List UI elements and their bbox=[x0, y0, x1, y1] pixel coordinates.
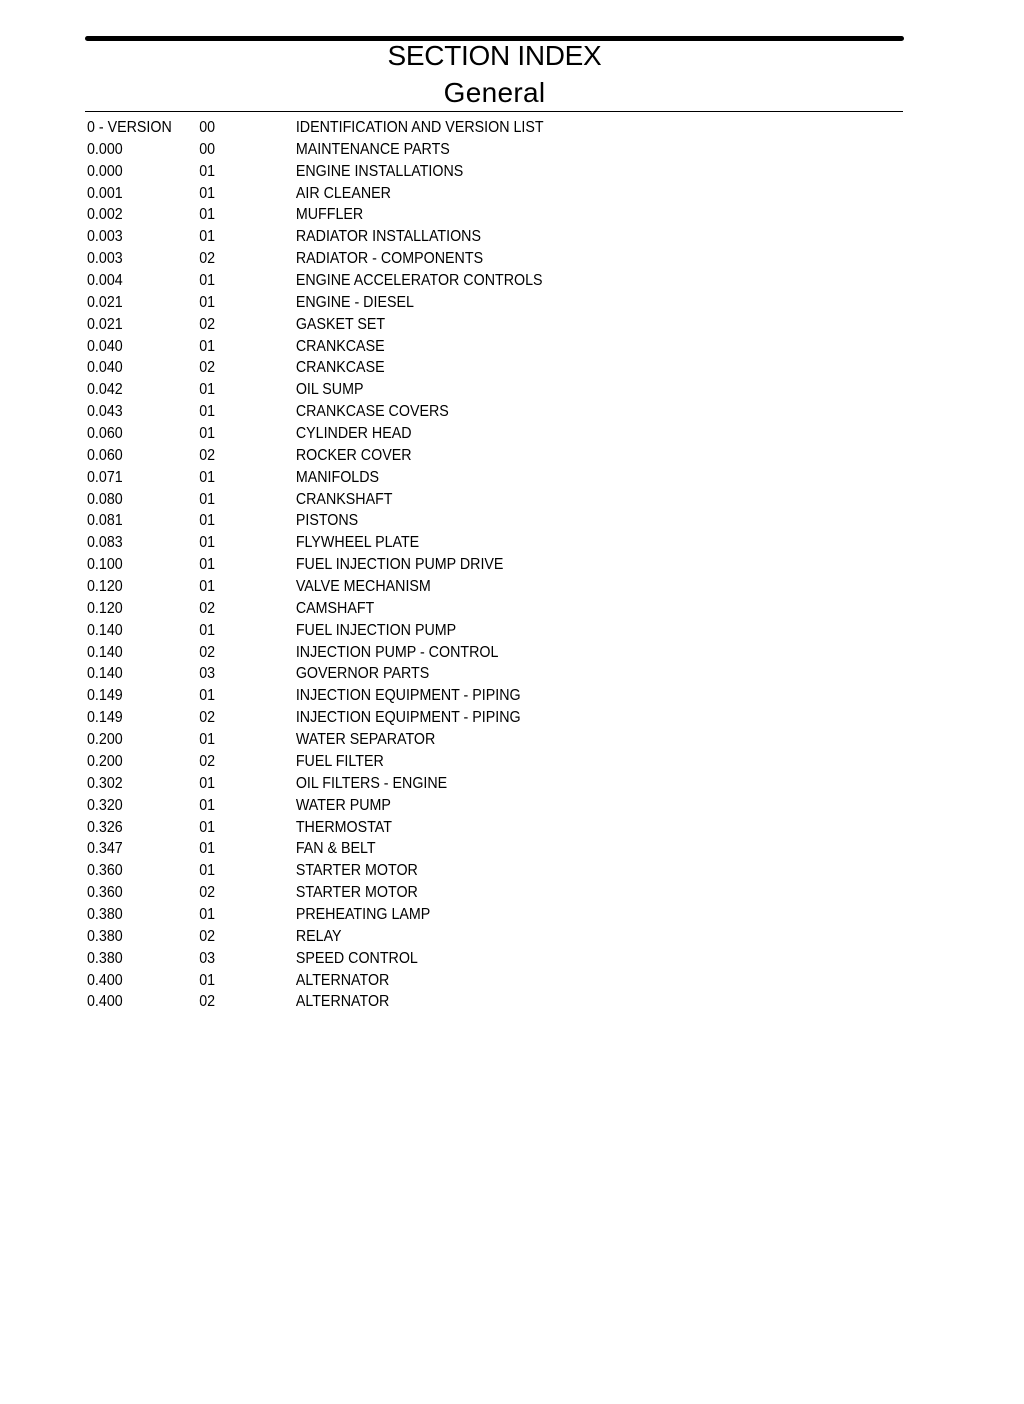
section-title: CRANKCASE COVERS bbox=[295, 403, 449, 421]
section-number: 0.040 bbox=[87, 359, 123, 377]
index-row bbox=[87, 532, 838, 554]
index-row bbox=[87, 510, 838, 532]
section-number: 0.302 bbox=[87, 774, 123, 792]
index-row bbox=[87, 576, 838, 598]
sub-number: 02 bbox=[199, 709, 216, 727]
sub-number: 02 bbox=[199, 599, 216, 617]
index-row bbox=[87, 685, 838, 707]
section-title: OIL SUMP bbox=[295, 381, 364, 399]
index-row bbox=[87, 292, 838, 314]
section-title: ALTERNATOR bbox=[295, 993, 390, 1011]
sub-number: 01 bbox=[199, 818, 216, 836]
section-number: 0.140 bbox=[87, 665, 123, 683]
section-title: RELAY bbox=[295, 927, 342, 945]
section-title: RADIATOR INSTALLATIONS bbox=[295, 228, 482, 246]
sub-number: 01 bbox=[199, 796, 216, 814]
section-number: 0.003 bbox=[87, 228, 123, 246]
section-title: FUEL INJECTION PUMP bbox=[295, 621, 457, 639]
section-number: 0.021 bbox=[87, 293, 123, 311]
section-title: ENGINE - DIESEL bbox=[295, 293, 414, 311]
index-row bbox=[87, 773, 838, 795]
index-row bbox=[87, 489, 838, 511]
section-number: 0.080 bbox=[87, 490, 123, 508]
sub-number: 01 bbox=[199, 840, 216, 858]
index-row bbox=[87, 379, 838, 401]
sub-number: 01 bbox=[199, 578, 216, 596]
sub-number: 01 bbox=[199, 621, 216, 639]
section-number: 0.060 bbox=[87, 425, 123, 443]
sub-number: 01 bbox=[199, 512, 216, 530]
sub-number: 02 bbox=[199, 993, 216, 1011]
sub-number: 02 bbox=[199, 884, 216, 902]
section-number: 0.347 bbox=[87, 840, 123, 858]
index-row bbox=[87, 357, 838, 379]
index-row bbox=[87, 204, 838, 226]
section-number: 0.360 bbox=[87, 884, 123, 902]
section-title: CAMSHAFT bbox=[295, 599, 375, 617]
section-title: ENGINE ACCELERATOR CONTROLS bbox=[295, 272, 543, 290]
index-row bbox=[87, 817, 838, 839]
section-title: SPEED CONTROL bbox=[295, 949, 418, 967]
section-number: 0.200 bbox=[87, 731, 123, 749]
section-title: CRANKSHAFT bbox=[295, 490, 393, 508]
section-number: 0.021 bbox=[87, 315, 123, 333]
section-title: IDENTIFICATION AND VERSION LIST bbox=[295, 119, 544, 136]
index-row bbox=[87, 904, 838, 926]
index-row bbox=[87, 554, 838, 576]
index-row bbox=[87, 860, 838, 882]
index-row bbox=[87, 926, 838, 948]
section-title: STARTER MOTOR bbox=[295, 862, 418, 880]
section-number: 0.042 bbox=[87, 381, 123, 399]
section-number: 0.004 bbox=[87, 272, 123, 290]
section-title: MUFFLER bbox=[295, 206, 364, 224]
index-row bbox=[87, 336, 838, 358]
section-title: CRANKCASE bbox=[295, 337, 385, 355]
section-number: 0.380 bbox=[87, 949, 123, 967]
index-row bbox=[87, 620, 838, 642]
section-number: 0.000 bbox=[87, 140, 123, 158]
sub-number: 01 bbox=[199, 687, 216, 705]
section-number: 0.040 bbox=[87, 337, 123, 355]
page-subtitle: General bbox=[443, 77, 546, 108]
sub-number: 02 bbox=[199, 752, 216, 770]
section-number: 0.140 bbox=[87, 643, 123, 661]
section-title: GOVERNOR PARTS bbox=[295, 665, 430, 683]
section-title: ALTERNATOR bbox=[295, 971, 390, 989]
header-divider bbox=[85, 111, 903, 112]
section-title: WATER PUMP bbox=[295, 796, 391, 814]
sub-number: 01 bbox=[199, 490, 216, 508]
index-row bbox=[87, 423, 838, 445]
sub-number: 01 bbox=[199, 293, 216, 311]
section-number: 0.149 bbox=[87, 687, 123, 705]
section-title: THERMOSTAT bbox=[295, 818, 392, 836]
section-title: VALVE MECHANISM bbox=[295, 578, 431, 596]
section-number: 0.000 bbox=[87, 162, 123, 180]
section-number: 0.083 bbox=[87, 534, 123, 552]
section-number: 0.140 bbox=[87, 621, 123, 639]
section-title: INJECTION EQUIPMENT - PIPING bbox=[295, 687, 521, 705]
section-title: RADIATOR - COMPONENTS bbox=[295, 250, 484, 268]
index-row bbox=[87, 751, 838, 773]
sub-number: 01 bbox=[199, 381, 216, 399]
section-number: 0.380 bbox=[87, 927, 123, 945]
section-title: FUEL FILTER bbox=[295, 752, 384, 770]
section-number: 0.043 bbox=[87, 403, 123, 421]
sub-number: 02 bbox=[199, 359, 216, 377]
sub-number: 01 bbox=[199, 184, 216, 202]
sub-number: 01 bbox=[199, 556, 216, 574]
sub-number: 01 bbox=[199, 206, 216, 224]
section-number: 0.400 bbox=[87, 993, 123, 1011]
sub-number: 01 bbox=[199, 862, 216, 880]
section-title: PREHEATING LAMP bbox=[295, 905, 431, 923]
index-row bbox=[87, 161, 838, 183]
section-title: CYLINDER HEAD bbox=[295, 425, 412, 443]
section-title: MANIFOLDS bbox=[295, 468, 380, 486]
sub-number: 02 bbox=[199, 643, 216, 661]
section-index-list bbox=[87, 117, 903, 1013]
section-title: WATER SEPARATOR bbox=[295, 731, 436, 749]
index-row bbox=[87, 139, 838, 161]
sub-number: 01 bbox=[199, 731, 216, 749]
sub-number: 01 bbox=[199, 534, 216, 552]
index-row bbox=[87, 598, 838, 620]
sub-number: 03 bbox=[199, 949, 216, 967]
section-number: 0.380 bbox=[87, 905, 123, 923]
index-row bbox=[87, 707, 838, 729]
index-row bbox=[87, 467, 838, 489]
index-row bbox=[87, 948, 838, 970]
index-row bbox=[87, 183, 838, 205]
index-row bbox=[87, 117, 838, 139]
section-title: STARTER MOTOR bbox=[295, 884, 418, 902]
index-row bbox=[87, 795, 838, 817]
section-title: CRANKCASE bbox=[295, 359, 385, 377]
section-title: PISTONS bbox=[295, 512, 359, 530]
section-number: 0.100 bbox=[87, 556, 123, 574]
section-number: 0.002 bbox=[87, 206, 123, 224]
sub-number: 02 bbox=[199, 927, 216, 945]
section-title: AIR CLEANER bbox=[295, 184, 391, 202]
section-title: INJECTION EQUIPMENT - PIPING bbox=[295, 709, 521, 727]
section-number: 0.360 bbox=[87, 862, 123, 880]
sub-number: 01 bbox=[199, 425, 216, 443]
section-number: 0.060 bbox=[87, 446, 123, 464]
index-row bbox=[87, 642, 838, 664]
index-row bbox=[87, 838, 838, 860]
sub-number: 01 bbox=[199, 905, 216, 923]
section-number: 0.200 bbox=[87, 752, 123, 770]
index-row bbox=[87, 970, 838, 992]
sub-number: 03 bbox=[199, 665, 216, 683]
sub-number: 02 bbox=[199, 315, 216, 333]
page-title: SECTION INDEX bbox=[387, 40, 602, 71]
section-title: FUEL INJECTION PUMP DRIVE bbox=[295, 556, 504, 574]
section-number: 0.120 bbox=[87, 578, 123, 596]
sub-number: 01 bbox=[199, 468, 216, 486]
section-number: 0.320 bbox=[87, 796, 123, 814]
index-row bbox=[87, 882, 838, 904]
section-title: FLYWHEEL PLATE bbox=[295, 534, 420, 552]
index-row bbox=[87, 401, 838, 423]
section-number: 0.081 bbox=[87, 512, 123, 530]
section-number: 0.001 bbox=[87, 184, 123, 202]
section-title: MAINTENANCE PARTS bbox=[295, 140, 450, 158]
section-number: 0 - VERSION bbox=[87, 119, 172, 136]
index-row bbox=[87, 248, 838, 270]
section-title: ROCKER COVER bbox=[295, 446, 412, 464]
section-number: 0.003 bbox=[87, 250, 123, 268]
sub-number: 01 bbox=[199, 774, 216, 792]
sub-number: 02 bbox=[199, 250, 216, 268]
section-number: 0.326 bbox=[87, 818, 123, 836]
sub-number: 01 bbox=[199, 162, 216, 180]
sub-number: 01 bbox=[199, 403, 216, 421]
section-title: ENGINE INSTALLATIONS bbox=[295, 162, 464, 180]
sub-number: 01 bbox=[199, 337, 216, 355]
sub-number: 00 bbox=[199, 119, 216, 136]
index-row bbox=[87, 314, 838, 336]
section-title: FAN & BELT bbox=[295, 840, 376, 858]
section-title: INJECTION PUMP - CONTROL bbox=[295, 643, 499, 661]
index-row bbox=[87, 445, 838, 467]
section-title: OIL FILTERS - ENGINE bbox=[295, 774, 448, 792]
sub-number: 00 bbox=[199, 140, 216, 158]
section-number: 0.071 bbox=[87, 468, 123, 486]
section-number: 0.120 bbox=[87, 599, 123, 617]
sub-number: 01 bbox=[199, 971, 216, 989]
index-row bbox=[87, 991, 838, 1013]
index-row bbox=[87, 729, 838, 751]
section-number: 0.149 bbox=[87, 709, 123, 727]
section-title: GASKET SET bbox=[295, 315, 386, 333]
sub-number: 01 bbox=[199, 272, 216, 290]
index-row bbox=[87, 270, 838, 292]
index-row bbox=[87, 226, 838, 248]
sub-number: 02 bbox=[199, 446, 216, 464]
sub-number: 01 bbox=[199, 228, 216, 246]
index-row bbox=[87, 663, 838, 685]
section-number: 0.400 bbox=[87, 971, 123, 989]
